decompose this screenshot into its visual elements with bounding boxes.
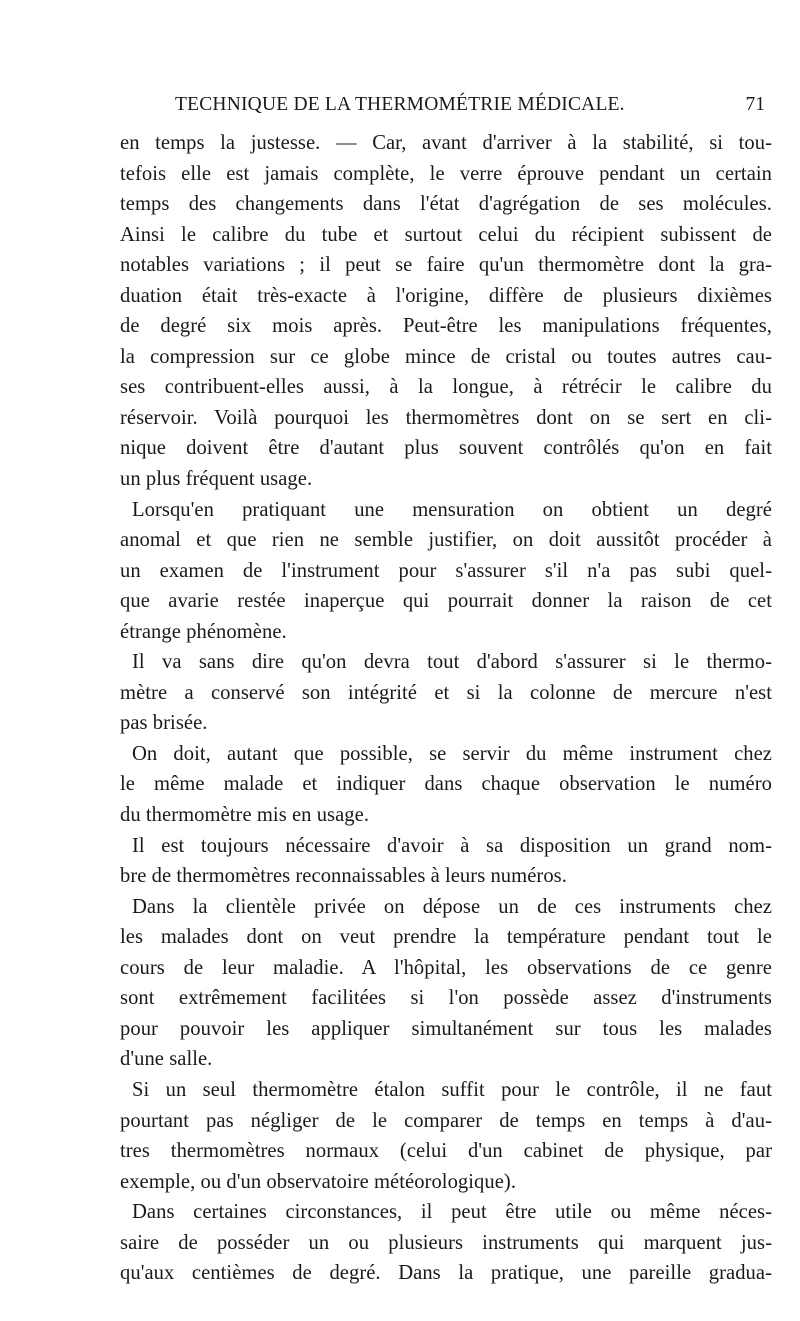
text-line: nique doivent être d'autant plus souvent contrôlés qu'on en fait (120, 437, 772, 460)
text-line: du thermomètre mis en usage. (120, 804, 370, 827)
text-line: Il va sans dire qu'on devra tout d'abord s'assurer si le thermo- (132, 651, 772, 674)
text-line: On doit, autant que possible, se servir du même instrument chez (132, 742, 772, 765)
running-title: TECHNIQUE DE LA THERMOMÉTRIE MÉDICALE. (175, 94, 625, 115)
text-line: la compression sur ce globe mince de cristal ou toutes autres cau- (120, 345, 772, 368)
text-line: temps des changements dans l'état d'agrégation de ses molécules. (120, 193, 772, 216)
text-line: d'une salle. (120, 1048, 213, 1071)
text-line: en temps la justesse. — Car, avant d'arriver à la stabilité, si tou- (120, 132, 772, 154)
text-line: exemple, ou d'un observatoire météorologique). (120, 1170, 517, 1193)
text-line: réservoir. Voilà pourquoi les thermomètres dont on se sert en cli- (120, 406, 772, 429)
text-line: un examen de l'instrument pour s'assurer s'il n'a pas subi quel- (120, 559, 772, 582)
text-line: que avarie restée inaperçue qui pourrait donner la raison de cet (120, 590, 772, 613)
text-line: bre de thermomètres reconnaissables à leurs numéros. (120, 865, 567, 888)
text-line: tres thermomètres normaux (celui d'un cabinet de physique, par (120, 1140, 772, 1163)
text-line: anomal et que rien ne semble justifier, on doit aussitôt procéder à (120, 529, 772, 552)
text-line: Lorsqu'en pratiquant une mensuration on obtient un degré (132, 498, 772, 521)
text-line: qu'aux centièmes de degré. Dans la pratique, une pareille gradua- (120, 1262, 772, 1285)
text-line: étrange phénomène. (120, 620, 287, 643)
body-text (120, 128, 772, 1289)
text-line: le même malade et indiquer dans chaque observation le numéro (120, 773, 772, 796)
text-line: pour pouvoir les appliquer simultanément sur tous les malades (120, 1017, 772, 1040)
text-line: pas brisée. (120, 712, 208, 735)
text-line: mètre a conservé son intégrité et si la colonne de mercure n'est (120, 681, 772, 704)
text-line: de degré six mois après. Peut-être les manipulations fréquentes, (120, 315, 772, 338)
text-line: Ainsi le calibre du tube et surtout celui du récipient subissent de (120, 223, 772, 246)
text-line: Dans certaines circonstances, il peut être utile ou même néces- (132, 1201, 772, 1224)
text-line: cours de leur maladie. A l'hôpital, les observations de ce genre (120, 956, 772, 979)
text-line: Dans la clientèle privée on dépose un de ces instruments chez (132, 895, 772, 918)
page-header (125, 94, 765, 122)
text-line: ses contribuent-elles aussi, à la longue, à rétrécir le calibre du (120, 376, 772, 399)
text-line: un plus fréquent usage. (120, 468, 313, 491)
text-line: notables variations ; il peut se faire qu'un thermomètre dont la gra- (120, 254, 772, 277)
text-line: saire de posséder un ou plusieurs instruments qui marquent jus- (120, 1231, 772, 1254)
text-line: sont extrêmement facilitées si l'on possède assez d'instruments (120, 987, 772, 1010)
page-number: 71 (745, 94, 765, 115)
text-line: Il est toujours nécessaire d'avoir à sa disposition un grand nom- (132, 834, 772, 857)
text-line: Si un seul thermomètre étalon suffit pour le contrôle, il ne faut (132, 1078, 772, 1101)
text-line: les malades dont on veut prendre la température pendant tout le (120, 926, 772, 949)
text-line: tefois elle est jamais complète, le verre éprouve pendant un certain (120, 162, 772, 185)
text-line: pourtant pas négliger de le comparer de temps en temps à d'au- (120, 1109, 772, 1132)
text-line: duation était très-exacte à l'origine, diffère de plusieurs dixièmes (120, 284, 772, 307)
